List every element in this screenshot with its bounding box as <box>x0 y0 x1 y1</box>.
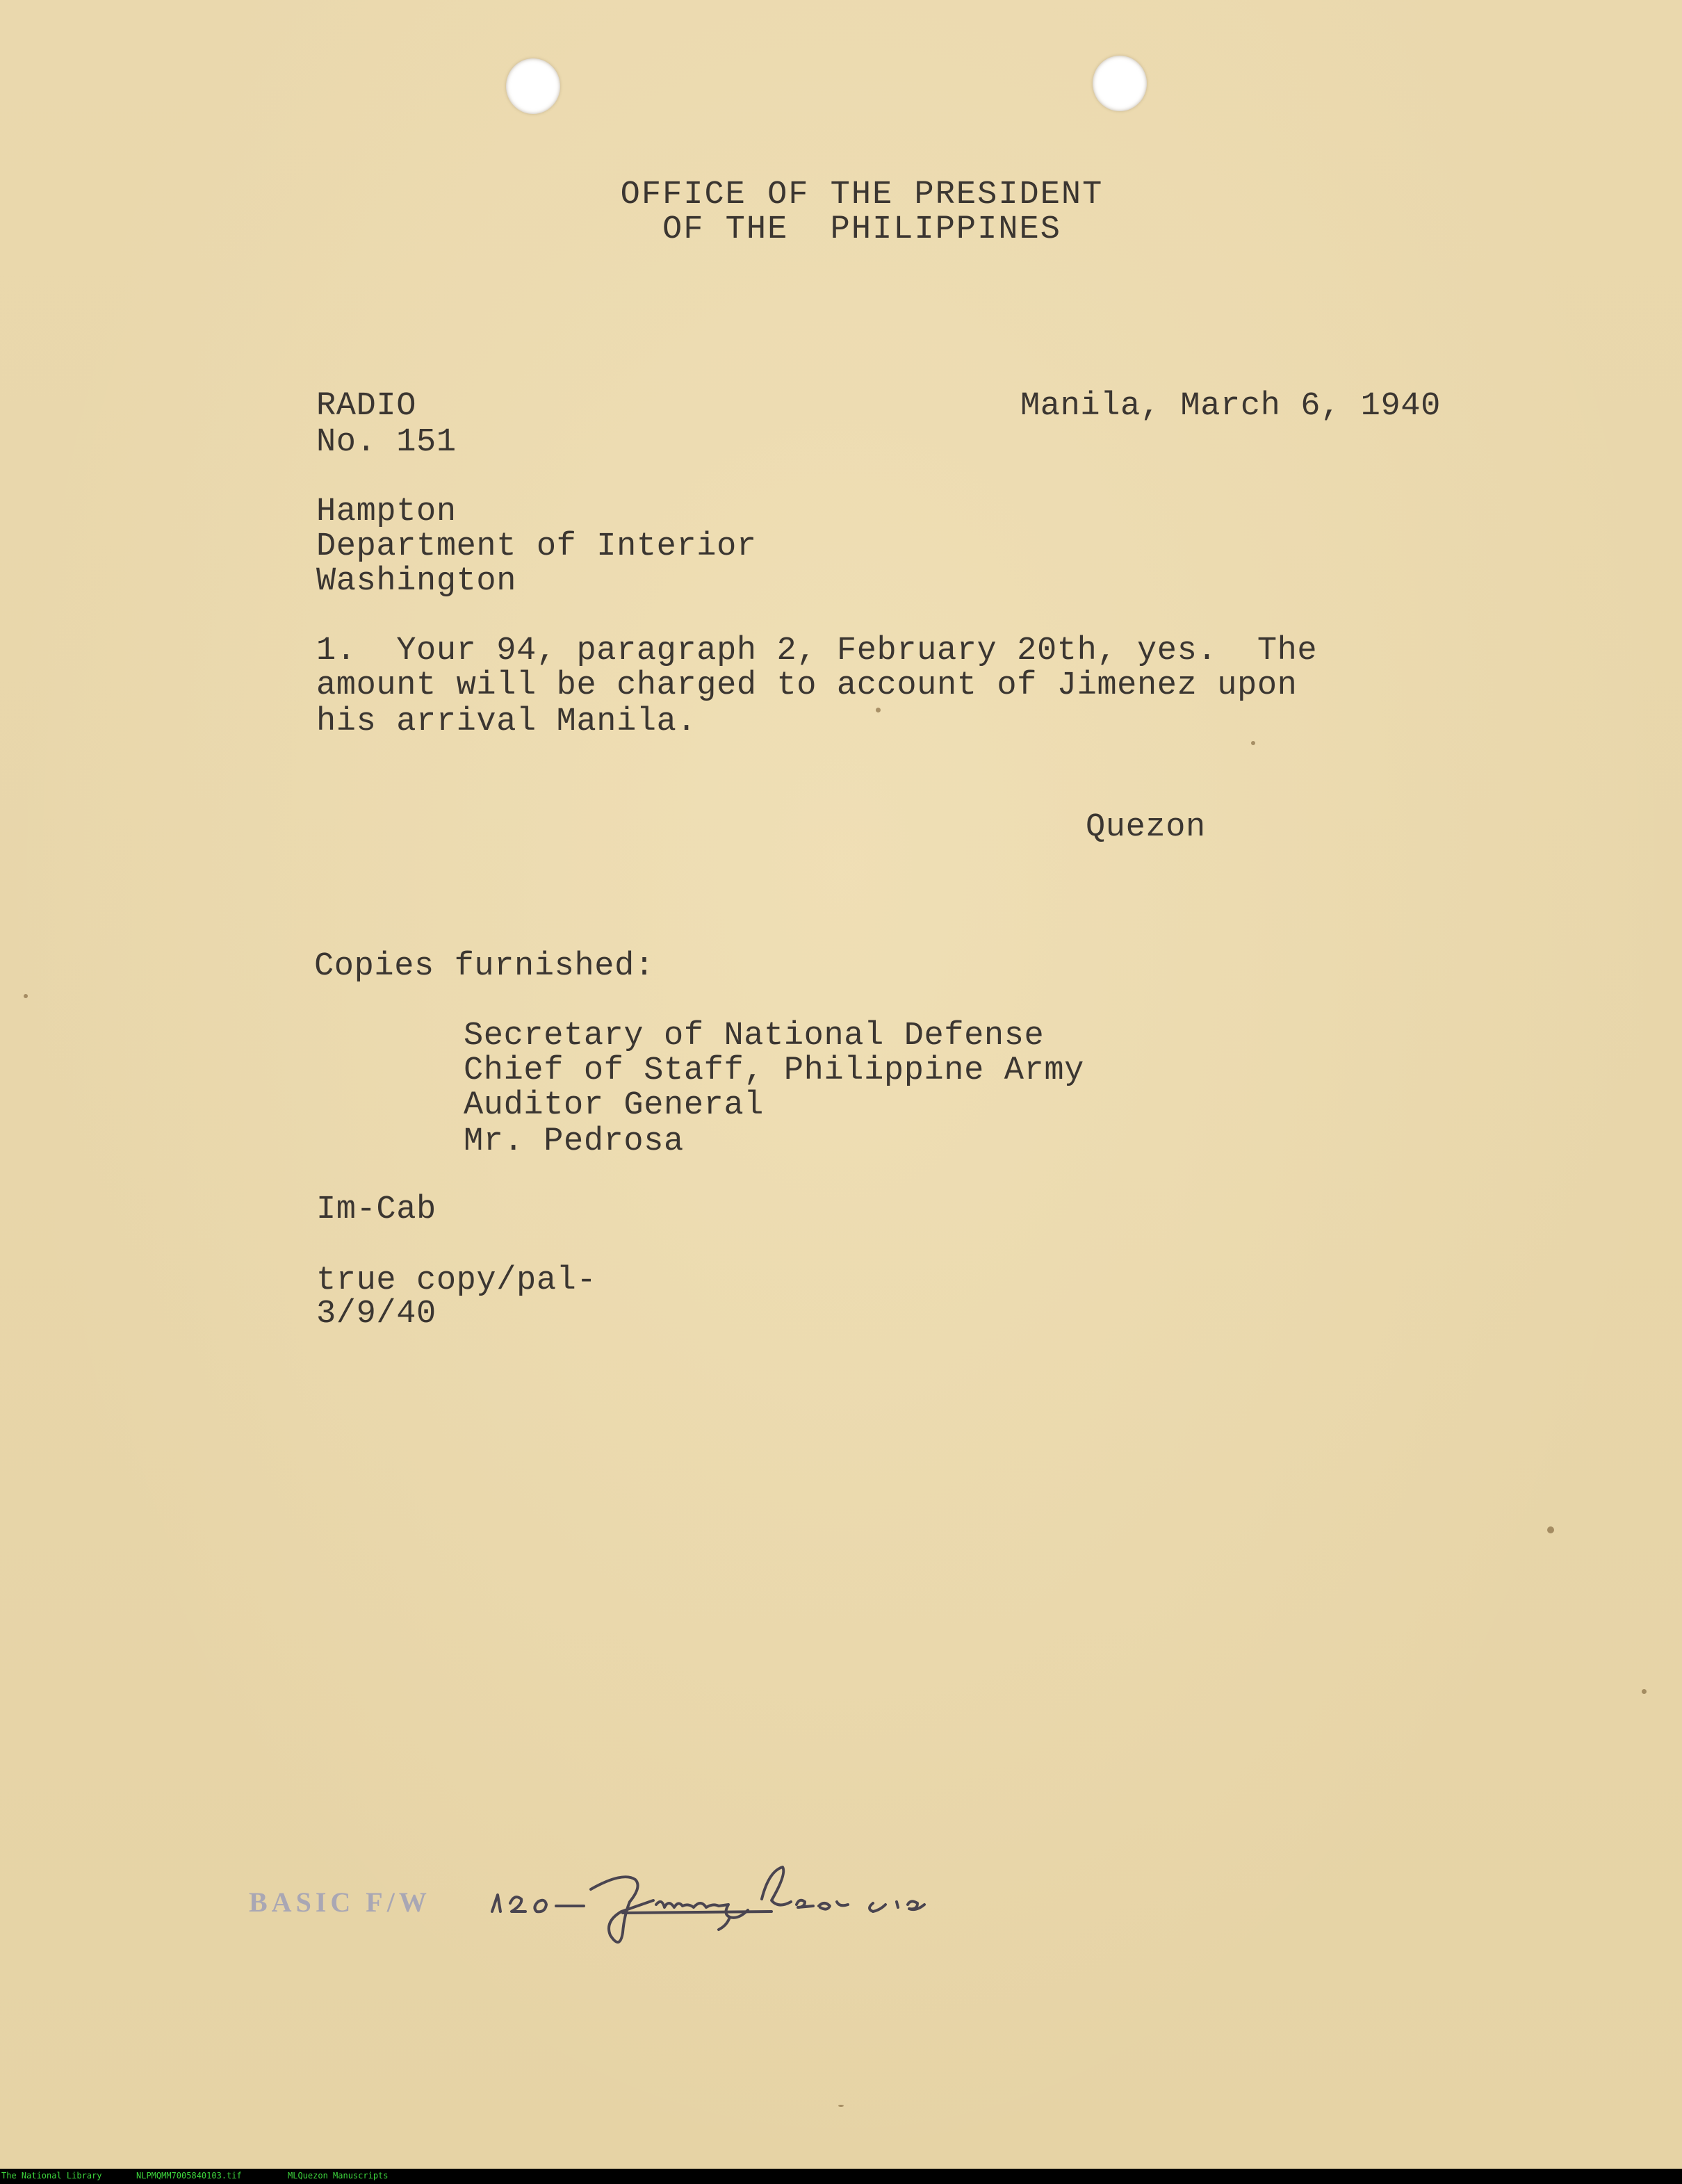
body-line-3: his arrival Manila. <box>316 703 697 740</box>
copies-heading: Copies furnished: <box>314 948 655 985</box>
paper-spot <box>1251 741 1255 745</box>
copy-recipient: Mr. Pedrosa <box>464 1123 684 1160</box>
archive-footer <box>0 2169 1682 2184</box>
reference-initials: Im-Cab <box>316 1191 436 1228</box>
paper-spot <box>876 708 881 712</box>
footer-filename: NLPMQMM7005840103.tif <box>136 2171 242 2181</box>
letterhead-line-2: OF THE PHILIPPINES <box>662 211 1061 248</box>
addressee-department: Department of Interior <box>316 528 757 565</box>
copy-recipient: Secretary of National Defense <box>464 1018 1045 1054</box>
body-line-1: 1. Your 94, paragraph 2, February 20th, yes. The <box>316 633 1318 669</box>
paper-spot <box>838 2105 844 2107</box>
paper-spot <box>24 994 28 998</box>
letterhead-line-1: OFFICE OF THE PRESIDENT <box>620 177 1104 213</box>
footer-source: The National Library <box>1 2171 102 2181</box>
addressee-name: Hampton <box>316 494 457 530</box>
handwritten-file-note <box>487 1835 1043 1960</box>
copy-recipient: Chief of Staff, Philippine Army <box>464 1052 1084 1089</box>
signature: Quezon <box>1086 809 1206 846</box>
punch-hole-right <box>1093 56 1147 111</box>
footer-collection: MLQuezon Manuscripts <box>288 2171 389 2181</box>
file-stamp: BASIC F/W <box>249 1886 431 1918</box>
body-line-2: amount will be charged to account of Jimenez upon <box>316 667 1298 704</box>
punch-hole-left <box>506 58 560 114</box>
place-date: Manila, March 6, 1940 <box>1020 388 1441 425</box>
paper-spot <box>1547 1526 1554 1533</box>
message-type: RADIO <box>316 388 417 425</box>
paper-spot <box>1642 1689 1647 1694</box>
true-copy-line-2: 3/9/40 <box>316 1296 436 1333</box>
addressee-city: Washington <box>316 563 517 600</box>
copy-recipient: Auditor General <box>464 1087 765 1124</box>
true-copy-line-1: true copy/pal- <box>316 1262 597 1299</box>
message-number: No. 151 <box>316 424 457 461</box>
